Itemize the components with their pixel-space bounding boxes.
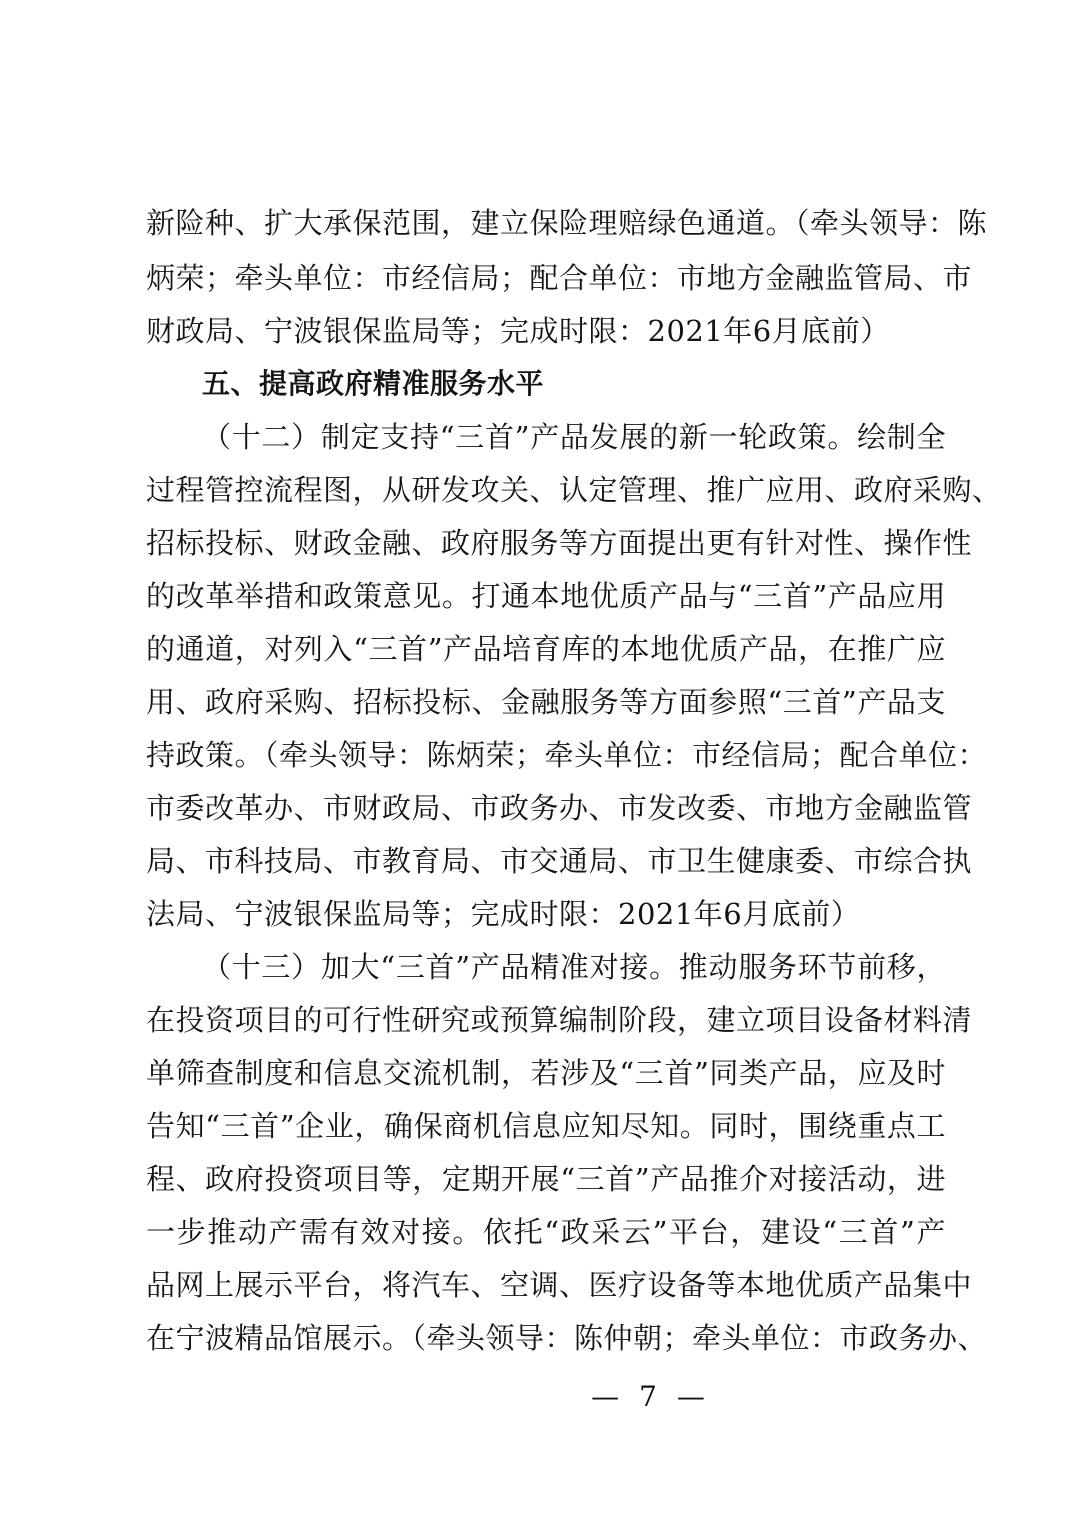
text-line: 一步推动产需有效对接。依托“政采云”平台，建设“三首”产 — [146, 1215, 946, 1249]
page-number — [0, 1377, 1080, 1417]
text-line: 用、政府采购、招标投标、金融服务等方面参照“三首”产品支 — [146, 685, 946, 719]
text-line: 法局、宁波银保监局等；完成时限：2021年6月底前） — [146, 897, 861, 931]
text-line: 在宁波精品馆展示。（牵头领导：陈仲朝；牵头单位：市政务办、 — [146, 1321, 988, 1355]
paragraph-first-line: （十三）加大“三首”产品精准对接。推动服务环节前移， — [202, 950, 946, 984]
text-line: 局、市科技局、市教育局、市交通局、市卫生健康委、市综合执 — [146, 844, 973, 878]
text-line: 财政局、宁波银保监局等；完成时限：2021年6月底前） — [146, 314, 890, 348]
text-line: 招标投标、财政金融、政府服务等方面提出更有针对性、操作性 — [146, 526, 973, 560]
text-line: 过程管控流程图，从研发攻关、认定管理、推广应用、政府采购、 — [146, 473, 1002, 507]
text-line: 持政策。（牵头领导：陈炳荣；牵头单位：市经信局；配合单位： — [146, 738, 988, 772]
text-line: 单筛查制度和信息交流机制，若涉及“三首”同类产品，应及时 — [146, 1056, 946, 1090]
text-line: 在投资项目的可行性研究或预算编制阶段，建立项目设备材料清 — [146, 1003, 973, 1037]
text-line: 的改革举措和政策意见。打通本地优质产品与“三首”产品应用 — [146, 579, 946, 613]
text-line: 炳荣；牵头单位：市经信局；配合单位：市地方金融监管局、市 — [146, 261, 973, 295]
text-line: 的通道，对列入“三首”产品培育库的本地优质产品，在推广应 — [146, 632, 946, 666]
text-line: 品网上展示平台，将汽车、空调、医疗设备等本地优质产品集中 — [146, 1268, 973, 1302]
text-line: 告知“三首”企业，确保商机信息应知尽知。同时，围绕重点工 — [146, 1109, 946, 1143]
text-line: 市委改革办、市财政局、市政务办、市发改委、市地方金融监管 — [146, 791, 973, 825]
paragraph-first-line: （十二）制定支持“三首”产品发展的新一轮政策。绘制全 — [202, 420, 946, 454]
text-line: 新险种、扩大承保范围，建立保险理赔绿色通道。（牵头领导：陈 — [146, 206, 988, 240]
page-number-value: 7 — [639, 1380, 657, 1413]
page-number-dash-left: — — [591, 1380, 620, 1413]
section-heading: 五、提高政府精准服务水平 — [202, 367, 545, 400]
text-line: 程、政府投资项目等，定期开展“三首”产品推介对接活动，进 — [146, 1162, 946, 1196]
page-number-dash-right: — — [676, 1380, 705, 1413]
